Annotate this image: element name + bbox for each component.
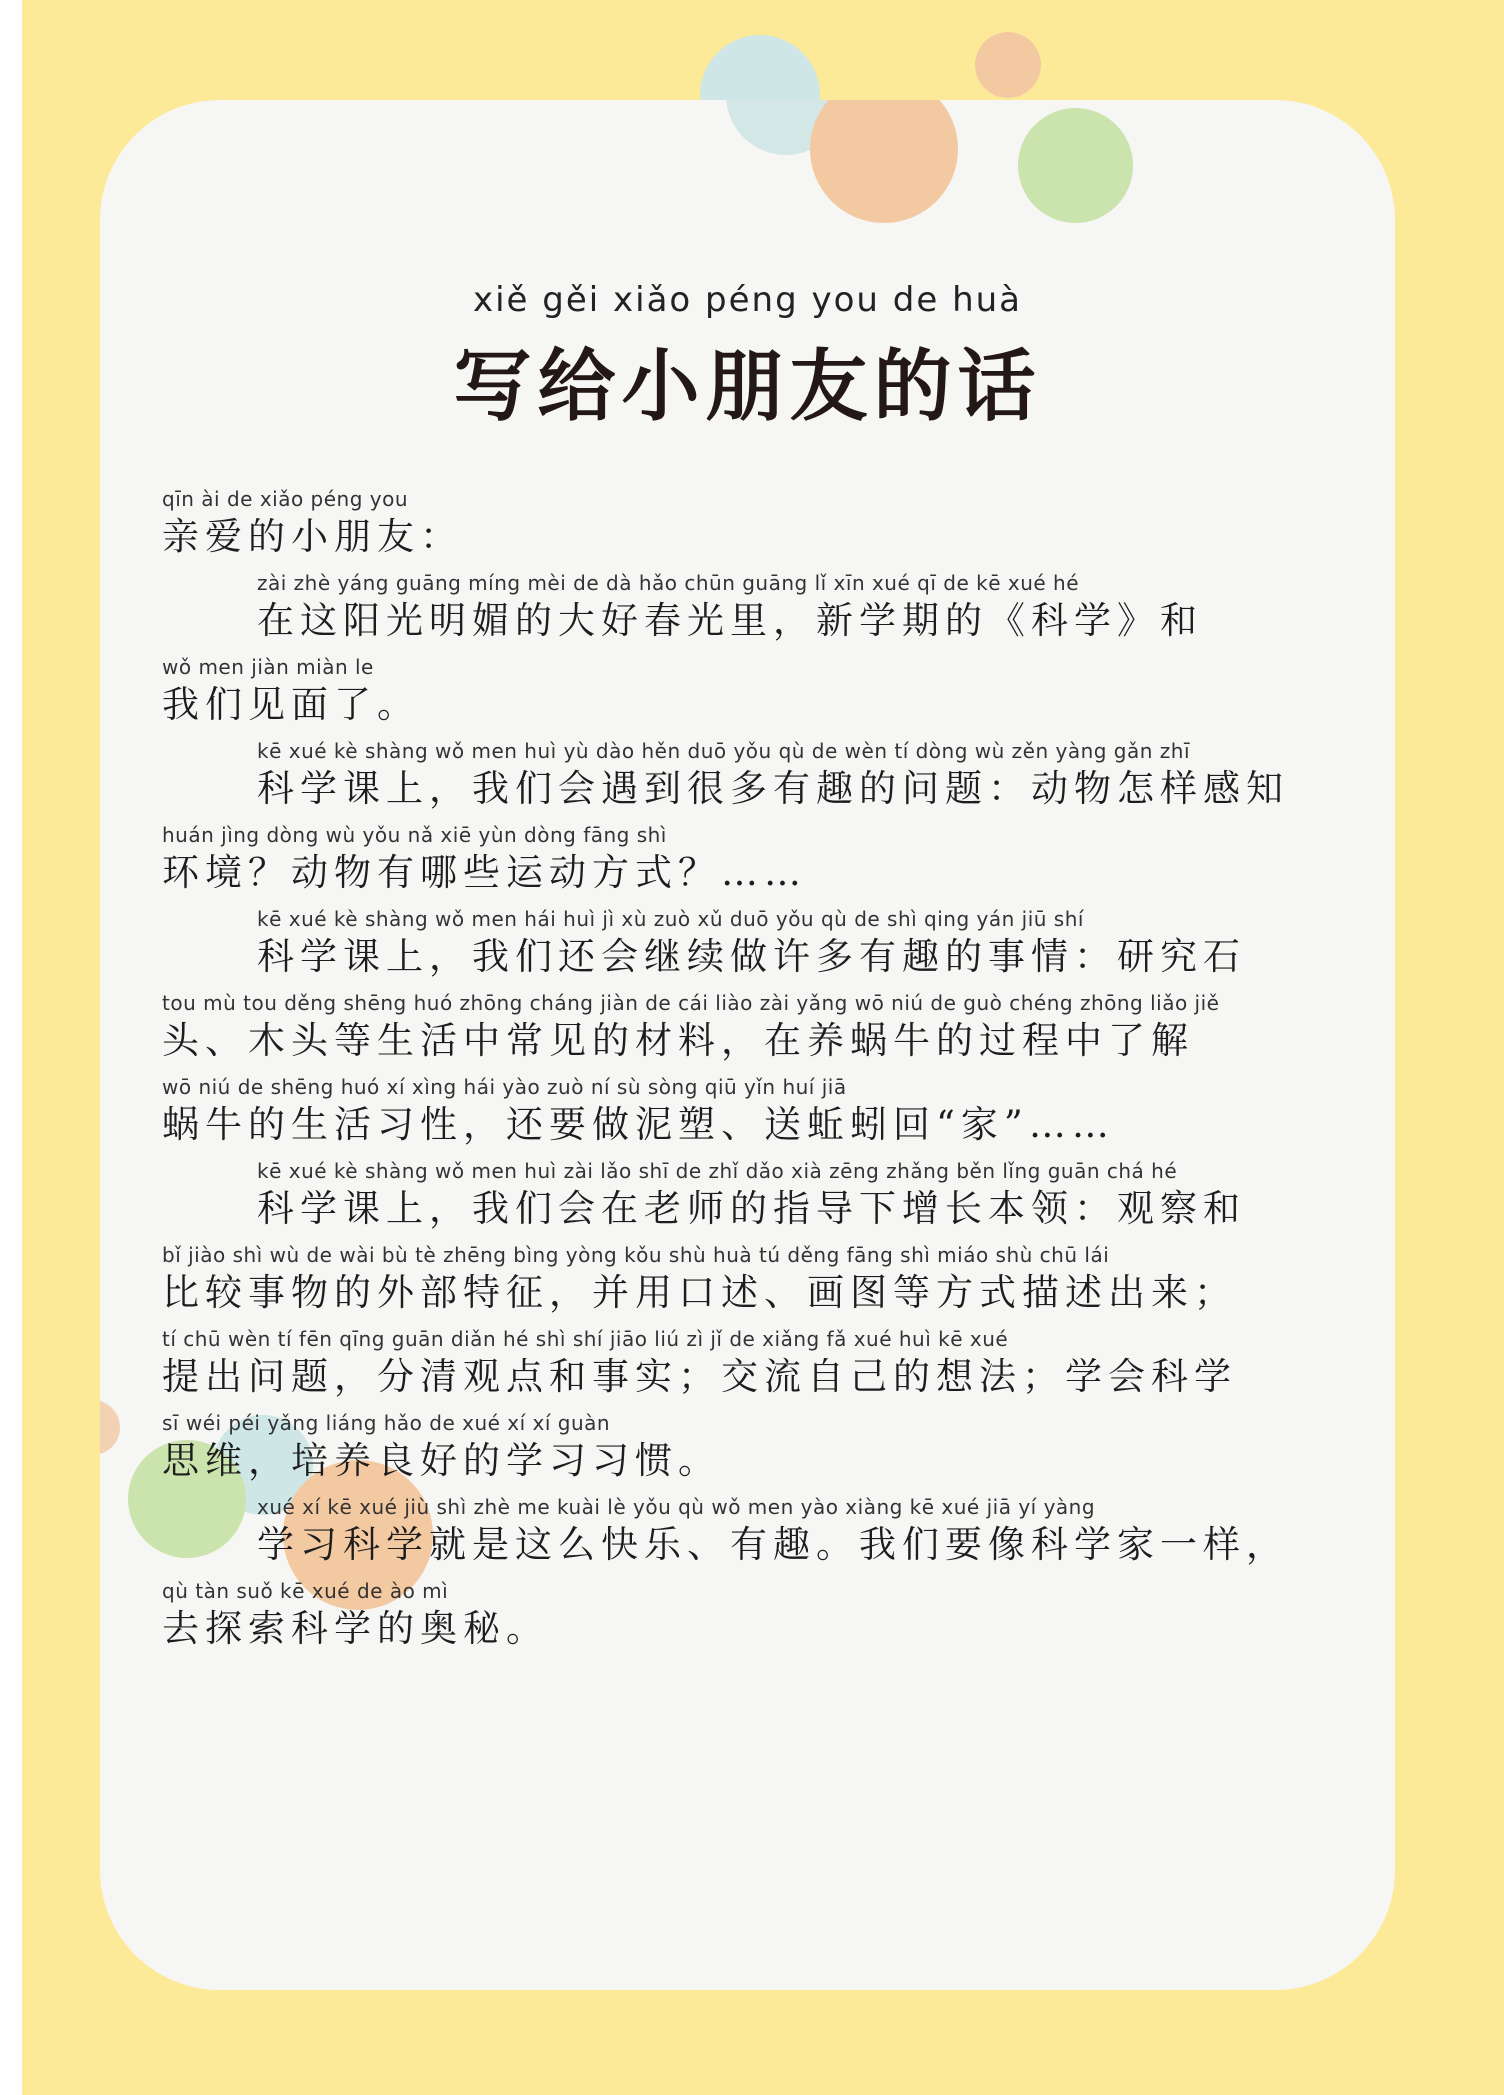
pinyin-row: qù tàn suǒ kē xué de ào mì [162, 1579, 449, 1603]
hanzi-row: 科学课上，我们会在老师的指导下增长本领：观察和 [257, 1187, 1246, 1230]
text-line [162, 1409, 1352, 1493]
hanzi-row: 我们见面了。 [162, 683, 420, 726]
pinyin-row: kē xué kè shàng wǒ men huì zài lǎo shī de zhǐ dǎo xià zēng zhǎng běn lǐng guān chá hé [257, 1159, 1178, 1183]
text-line [162, 989, 1352, 1073]
hanzi-row: 学习科学就是这么快乐、有趣。我们要像科学家一样， [257, 1523, 1289, 1566]
hanzi-row: 环境？动物有哪些运动方式？…… [162, 851, 807, 894]
hanzi-row: 提出问题，分清观点和事实；交流自己的想法；学会科学 [162, 1355, 1237, 1398]
hanzi-row: 蜗牛的生活习性，还要做泥塑、送蚯蚓回“家”…… [162, 1103, 1115, 1146]
hanzi-row: 科学课上，我们还会继续做许多有趣的事情：研究石 [257, 935, 1246, 978]
hanzi-row: 比较事物的外部特征，并用口述、画图等方式描述出来； [162, 1271, 1237, 1314]
text-line [162, 821, 1352, 905]
text-line [162, 1325, 1352, 1409]
left-edge-strip [0, 0, 22, 2095]
hanzi-row: 去探索科学的奥秘。 [162, 1607, 549, 1650]
hanzi-row: 头、木头等生活中常见的材料，在养蜗牛的过程中了解 [162, 1019, 1194, 1062]
pinyin-row: wǒ men jiàn miàn le [162, 655, 374, 679]
pinyin-row: kē xué kè shàng wǒ men huì yù dào hěn duō yǒu qù de wèn tí dòng wù zěn yàng gǎn zhī [257, 739, 1191, 763]
hanzi-row: 思维，培养良好的学习习惯。 [162, 1439, 721, 1482]
pinyin-row: tí chū wèn tí fēn qīng guān diǎn hé shì shí jiāo liú zì jǐ de xiǎng fǎ xué huì kē xué [162, 1327, 1009, 1351]
pinyin-row: tou mù tou děng shēng huó zhōng cháng jiàn de cái liào zài yǎng wō niú de guò chéng zhōng liǎo jiě [162, 991, 1220, 1015]
decor-circle-green-card-right [1018, 108, 1133, 223]
text-line [162, 569, 1352, 653]
decor-circle-orange-small-top [975, 32, 1041, 98]
page-title: 写给小朋友的话 [453, 342, 1042, 432]
hanzi-row: 亲爱的小朋友： [162, 515, 463, 558]
text-line [162, 1577, 1352, 1661]
text-line [162, 1073, 1352, 1157]
pinyin-row: huán jìng dòng wù yǒu nǎ xiē yùn dòng fāng shì [162, 823, 667, 847]
decor-circle-orange-small-bottom [100, 1400, 120, 1455]
text-line [162, 653, 1352, 737]
text-line [162, 905, 1352, 989]
text-line [162, 1157, 1352, 1241]
pinyin-row: zài zhè yáng guāng míng mèi de dà hǎo chūn guāng lǐ xīn xué qī de kē xué hé [257, 571, 1080, 595]
pinyin-row: wō niú de shēng huó xí xìng hái yào zuò ní sù sòng qiū yǐn huí jiā [162, 1075, 847, 1099]
pinyin-row: bǐ jiào shì wù de wài bù tè zhēng bìng yòng kǒu shù huà tú děng fāng shì miáo shù chū lái [162, 1243, 1110, 1267]
letter-card [100, 100, 1395, 1990]
hanzi-row: 在这阳光明媚的大好春光里，新学期的《科学》和 [257, 599, 1203, 642]
letter-body [162, 485, 1352, 1661]
decor-circle-orange-card-top [810, 100, 958, 223]
title-pinyin: xiě gěi xiǎo péng you de huà [472, 280, 1023, 320]
pinyin-row: xué xí kē xué jiù shì zhè me kuài lè yǒu qù wǒ men yào xiàng kē xué jiā yí yàng [257, 1495, 1096, 1519]
pinyin-row: qīn ài de xiǎo péng you [162, 487, 409, 511]
hanzi-row: 科学课上，我们会遇到很多有趣的问题：动物怎样感知 [257, 767, 1289, 810]
text-line [162, 485, 1352, 569]
text-line [162, 1241, 1352, 1325]
title-block [100, 280, 1395, 436]
pinyin-row: sī wéi péi yǎng liáng hǎo de xué xí xí guàn [162, 1411, 611, 1435]
pinyin-row: kē xué kè shàng wǒ men hái huì jì xù zuò xǔ duō yǒu qù de shì qing yán jiū shí [257, 907, 1084, 931]
text-line [162, 1493, 1352, 1577]
text-line [162, 737, 1352, 821]
